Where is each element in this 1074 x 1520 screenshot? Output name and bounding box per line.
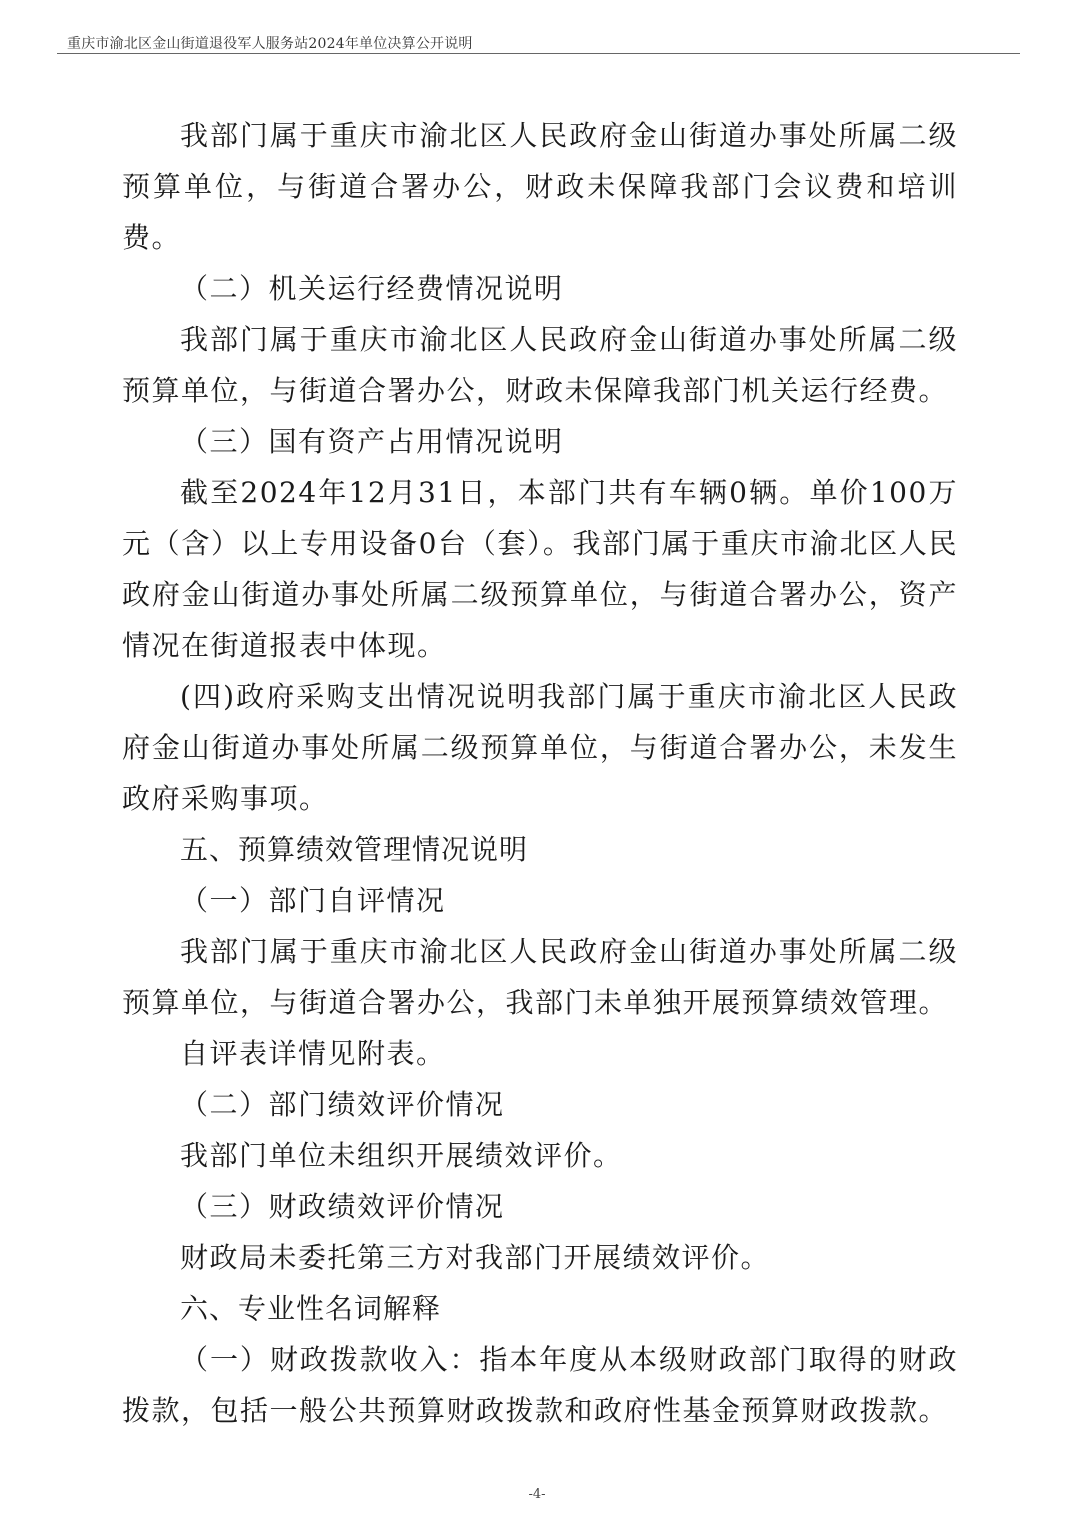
running-header: 重庆市渝北区金山街道退役军人服务站2024年单位决算公开说明 [67, 36, 473, 52]
subheading-self-evaluation: （一）部门自评情况 [180, 884, 446, 917]
page-number: -4- [528, 1487, 546, 1502]
paragraph-fiscal-appropriation-income: （一）财政拨款收入：指本年度从本级财政部门取得的财政拨款，包括一般公共预算财政拨款和政府性基金预算财政拨款。 [122, 1343, 958, 1427]
subheading-operating-expenses: （二）机关运行经费情况说明 [180, 272, 564, 305]
heading-terminology: 六、专业性名词解释 [180, 1292, 442, 1325]
paragraph-finance-evaluation: 财政局未委托第三方对我部门开展绩效评价。 [180, 1241, 771, 1274]
paragraph-state-assets: 截至2024年12月31日，本部门共有车辆0辆。单价100万元（含）以上专用设备0台（套）。我部门属于重庆市渝北区人民政府金山街道办事处所属二级预算单位，与街道合署办公，资产情况在街道报表中体现。 [122, 476, 958, 662]
paragraph-self-evaluation: 我部门属于重庆市渝北区人民政府金山街道办事处所属二级预算单位，与街道合署办公，我部门未单独开展预算绩效管理。 [122, 935, 958, 1019]
paragraph-operating-expenses: 我部门属于重庆市渝北区人民政府金山街道办事处所属二级预算单位，与街道合署办公，财政未保障我部门机关运行经费。 [122, 323, 958, 407]
subheading-state-assets: （三）国有资产占用情况说明 [180, 425, 564, 458]
subheading-finance-evaluation: （三）财政绩效评价情况 [180, 1190, 505, 1223]
page-body [122, 110, 958, 1436]
heading-performance-management: 五、预算绩效管理情况说明 [180, 833, 529, 866]
paragraph-meeting-training-fees: 我部门属于重庆市渝北区人民政府金山街道办事处所属二级预算单位，与街道合署办公，财政未保障我部门会议费和培训费。 [122, 119, 958, 254]
subheading-department-evaluation: （二）部门绩效评价情况 [180, 1088, 505, 1121]
paragraph-self-evaluation-appendix: 自评表详情见附表。 [180, 1037, 446, 1070]
paragraph-government-procurement: (四)政府采购支出情况说明我部门属于重庆市渝北区人民政府金山街道办事处所属二级预算单位，与街道合署办公，未发生政府采购事项。 [122, 680, 958, 815]
paragraph-department-evaluation: 我部门单位未组织开展绩效评价。 [180, 1139, 623, 1172]
header-divider [57, 53, 1020, 54]
